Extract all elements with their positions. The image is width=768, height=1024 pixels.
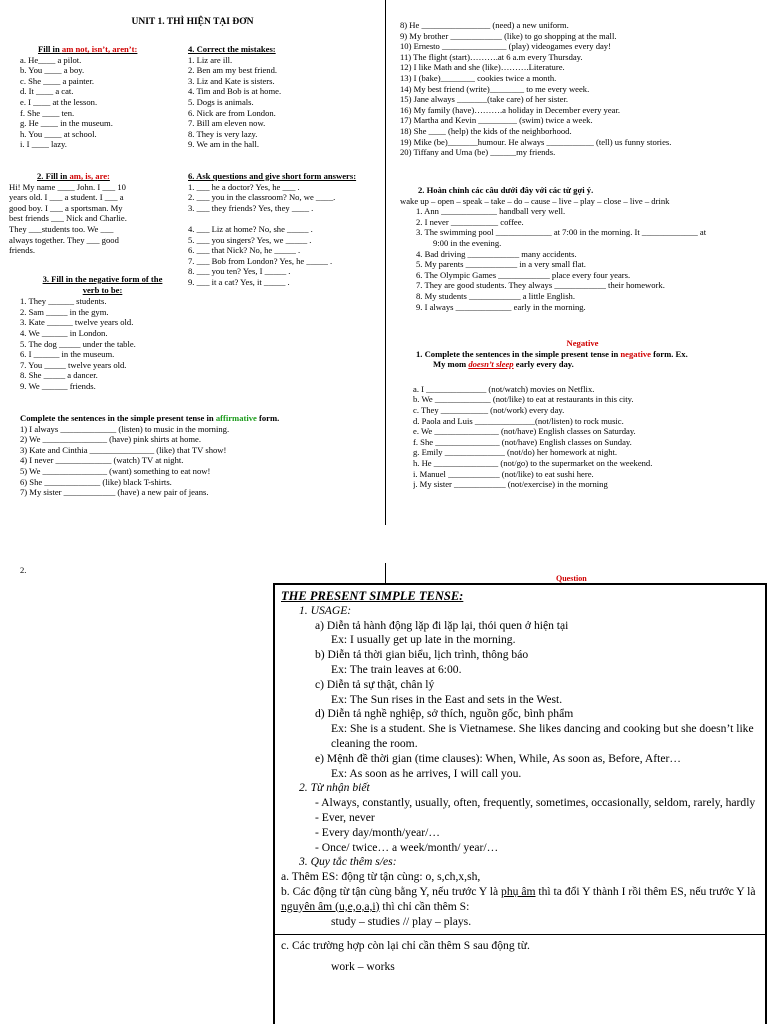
exercise-item: i. I ____ lazy. bbox=[20, 139, 67, 150]
word-bank: wake up – open – speak – take – do – cause – live – play – close – live – drink bbox=[400, 195, 670, 206]
exercise-2-title: 2. Fill in am, is, are: bbox=[37, 171, 110, 181]
exercise-1-title: Fill in am not, isn’t, aren’t: bbox=[38, 44, 138, 54]
exercise-6 bbox=[188, 171, 384, 288]
exercise-item: 1. They ______ students. bbox=[20, 296, 107, 307]
exercise-item: 2) We _______________ (have) pink shirts at home. bbox=[20, 434, 202, 445]
exercise-item: 5. The dog _____ under the table. bbox=[20, 338, 136, 349]
paragraph-line: They ___students too. We ___ bbox=[9, 223, 114, 234]
exercise-item: 6. I ______ in the museum. bbox=[20, 349, 115, 360]
exercise-item: 16) My family (have)……….a holiday in December every year. bbox=[400, 104, 621, 115]
exercise-item: 7. ___ Bob from London? Yes, he _____ . bbox=[188, 255, 333, 266]
exercise-item: 3. ___ they friends? Yes, they ____ . bbox=[188, 202, 314, 213]
usage-example: Ex: As soon as he arrives, I will call you. bbox=[331, 766, 522, 780]
exercise-item: 4. We ______ in London. bbox=[20, 327, 108, 338]
exercise-item: 9. I always _____________ early in the morning. bbox=[416, 301, 586, 312]
exercise-2 bbox=[9, 171, 187, 256]
exercise-item: 1. ___ he a doctor? Yes, he ___ . bbox=[188, 181, 300, 192]
exercise-item: c. She ____ a painter. bbox=[20, 75, 94, 86]
usage-item: b) Diễn tả thời gian biểu, lịch trình, thông báo bbox=[315, 648, 529, 662]
exercise-item: 7. You _____ twelve years old. bbox=[20, 359, 127, 370]
exercise-item: 19) Mike (be)_______humour. He always ___________ (tell) us funny stories. bbox=[400, 136, 672, 147]
exercise-item: h. He _______________ (not/go) to the supermarket on the weekend. bbox=[413, 457, 653, 468]
exercise-item: f. She ____ ten. bbox=[20, 107, 75, 118]
exercise-item: 6. The Olympic Games ____________ place every four years. bbox=[416, 269, 631, 280]
usage-item: e) Mệnh đề thời gian (time clauses): When, While, As soon as, Before, After… bbox=[315, 751, 681, 765]
exercise-item: 17) Martha and Kevin _________ (swim) twice a week. bbox=[400, 115, 593, 126]
paragraph-line: best friends ___ Nick and Charlie. bbox=[9, 213, 127, 224]
exercise-4-title: 4. Correct the mistakes: bbox=[188, 44, 276, 54]
column-divider-top bbox=[385, 0, 386, 525]
exercise-item: 9. We am in the hall. bbox=[188, 139, 259, 150]
rule-b-example: study – studies // play – plays. bbox=[331, 914, 472, 928]
exercise-item: 1. Liz are ill. bbox=[188, 54, 233, 65]
right-column-exercise bbox=[400, 20, 765, 158]
exercise-item: b. We _____________ (not/like) to eat at restaurants in this city. bbox=[413, 394, 634, 405]
recognition-item: - Once/ twice… a week/month/ year/… bbox=[315, 840, 499, 854]
theory-title: THE PRESENT SIMPLE TENSE: bbox=[281, 589, 464, 603]
exercise-item: 1) I always _____________ (listen) to music in the morning. bbox=[20, 423, 230, 434]
exercise-item: 4. ___ Liz at home? No, she _____ . bbox=[188, 223, 313, 234]
exercise-item: 8. My students ____________ a little English. bbox=[416, 290, 575, 301]
rule-b: b. Các động từ tận cùng bằng Y, nếu trước Y là phụ âm thì ta đổi Y thành I rồi thêm ES, nếu trước Y là nguyên âm (u,e,o,a,i) thì chỉ cần thêm S: bbox=[281, 884, 756, 913]
exercise-item: a. He____ a pilot. bbox=[20, 54, 82, 65]
exercise-item: 9:00 in the evening. bbox=[433, 237, 502, 248]
exercise-item: 4) I never _____________ (watch) TV at night. bbox=[20, 455, 184, 466]
exercise-item: 4. Tim and Bob is at home. bbox=[188, 86, 282, 97]
exercise-item: 3) Kate and Cinthia _______________ (like) that TV show! bbox=[20, 444, 227, 455]
exercise-item: 9) My brother ____________ (like) to go shopping at the mall. bbox=[400, 30, 617, 41]
theory-box bbox=[273, 583, 767, 1024]
exercise-item: f. She _______________ (not/have) English classes on Sunday. bbox=[413, 436, 632, 447]
page-number: 2. bbox=[20, 565, 27, 575]
usage-item: c) Diễn tả sự thật, chân lý bbox=[315, 677, 435, 691]
exercise-item: 7. They are good students. They always ____________ their homework. bbox=[416, 280, 665, 291]
exercise-item bbox=[188, 213, 384, 224]
exercise-item: 12) I like Math and she (like)……….Literature. bbox=[400, 62, 565, 73]
negative-title: 1. Complete the sentences in the simple present tense in negative form. Ex. bbox=[416, 348, 688, 359]
recognition-item: - Always, constantly, usually, often, frequently, sometimes, occasionally, seldom, rarely, hardly bbox=[315, 796, 756, 810]
exercise-item: 20) Tiffany and Uma (be) ______my friends. bbox=[400, 147, 556, 158]
rule-heading: 3. Quy tắc thêm s/es: bbox=[299, 855, 397, 869]
recognition-heading: 2. Từ nhận biết bbox=[299, 781, 370, 795]
complete-exercise-title: 2. Hoàn chỉnh các câu dưới đây với các từ gợi ý. bbox=[418, 185, 594, 195]
negative-label: Negative bbox=[566, 338, 599, 348]
paragraph-line: years old. I ___ a student. I ___ a bbox=[9, 192, 124, 203]
exercise-item: a. I ______________ (not/watch) movies on Netflix. bbox=[413, 383, 595, 394]
usage-item: a) Diễn tả hành động lặp đi lặp lại, thói quen ở hiện tại bbox=[315, 618, 569, 632]
exercise-item: 6. ___ that Nick? No, he _____ . bbox=[188, 245, 301, 256]
usage-heading: 1. USAGE: bbox=[299, 603, 352, 617]
exercise-item: e. We _______________ (not/have) English classes on Saturday. bbox=[413, 426, 636, 437]
exercise-item: 18) She ____ (help) the kids of the neighborhood. bbox=[400, 125, 572, 136]
exercise-item: 14) My best friend (write)________ to me every week. bbox=[400, 83, 590, 94]
exercise-item: 8) He ________________ (need) a new uniform. bbox=[400, 20, 569, 30]
usage-item: d) Diễn tả nghề nghiệp, sở thích, nguồn gốc, bình phẩm bbox=[315, 707, 574, 721]
exercise-item: g. He ____ in the museum. bbox=[20, 118, 113, 129]
exercise-item: 2. Ben am my best friend. bbox=[188, 65, 278, 76]
negative-example: My mom doesn’t sleep early every day. bbox=[433, 359, 574, 370]
exercise-1 bbox=[20, 44, 190, 150]
exercise-item: e. I ____ at the lesson. bbox=[20, 96, 98, 107]
exercise-item: 7. Bill am eleven now. bbox=[188, 118, 266, 129]
question-label: Question bbox=[556, 574, 587, 583]
usage-example: Ex: The Sun rises in the East and sets in the West. bbox=[331, 692, 563, 706]
exercise-item: 10) Ernesto _______________ (play) videogames every day! bbox=[400, 41, 611, 52]
negative-exercise bbox=[400, 338, 765, 490]
exercise-item: i. Manuel ____________ (not/like) to eat sushi here. bbox=[413, 468, 594, 479]
usage-example: Ex: The train leaves at 6:00. bbox=[331, 662, 462, 676]
complete-exercise bbox=[400, 185, 765, 312]
paragraph-line: good boy. I ___ a sportsman. My bbox=[9, 202, 123, 213]
exercise-item: d. It ____ a cat. bbox=[20, 86, 74, 97]
exercise-3 bbox=[20, 274, 185, 392]
exercise-item: 6) She _____________ (like) black T-shirts. bbox=[20, 476, 172, 487]
column-divider-bottom bbox=[385, 563, 386, 583]
exercise-3-title-2: verb to be: bbox=[82, 284, 123, 295]
usage-example: Ex: She is a student. She is Vietnamese. She likes dancing and cooking but she doesn’t like cleaning the room. bbox=[331, 722, 754, 750]
divider bbox=[275, 934, 765, 935]
affirmative-title: Complete the sentences in the simple present tense in affirmative form. bbox=[20, 413, 280, 423]
exercise-item: 2. Sam _____ in the gym. bbox=[20, 306, 109, 317]
exercise-4 bbox=[188, 44, 383, 150]
exercise-item: d. Paola and Luis ______________(not/listen) to rock music. bbox=[413, 415, 624, 426]
exercise-item: g. Emily ______________ (not/do) her homework at night. bbox=[413, 447, 618, 458]
exercise-item: 5. ___ you singers? Yes, we _____ . bbox=[188, 234, 312, 245]
exercise-item: 2. ___ you in the classroom? No, we ____. bbox=[188, 192, 336, 203]
exercise-item: 13) I (bake)________ cookies twice a month. bbox=[400, 72, 557, 83]
exercise-item: h. You ____ at school. bbox=[20, 128, 97, 139]
unit-title: UNIT 1. THÌ HIỆN TẠI ĐƠN bbox=[131, 17, 254, 27]
exercise-item: 9. We ______ friends. bbox=[20, 380, 96, 391]
exercise-item: 8. She _____ a dancer. bbox=[20, 370, 98, 381]
exercise-item: 2. I never ___________ coffee. bbox=[416, 216, 524, 227]
exercise-item: 1. Ann _____________ handball very well. bbox=[416, 206, 566, 217]
exercise-item: j. My sister ____________ (not/exercise) in the morning bbox=[413, 479, 608, 490]
rule-c-example: work – works bbox=[331, 960, 395, 974]
paragraph-line: always together. They ___ good bbox=[9, 234, 119, 245]
exercise-item: 11) The flight (start)……….at 6 a.m every Thursday. bbox=[400, 51, 583, 62]
exercise-item: c. They ___________ (not/work) every day. bbox=[413, 404, 565, 415]
exercise-item: 3. Kate ______ twelve years old. bbox=[20, 317, 134, 328]
paragraph-line: Hi! My name ____ John. I ___ 10 bbox=[9, 181, 126, 192]
usage-example: Ex: I usually get up late in the morning. bbox=[331, 633, 516, 647]
exercise-item: 9. ___ it a cat? Yes, it _____ . bbox=[188, 276, 290, 287]
rule-c: c. Các trường hợp còn lại chỉ cần thêm S sau động từ. bbox=[281, 939, 530, 953]
exercise-6-title: 6. Ask questions and give short form answers: bbox=[188, 171, 357, 181]
exercise-3-title-1: 3. Fill in the negative form of the bbox=[42, 274, 163, 284]
recognition-item: - Every day/month/year/… bbox=[315, 825, 440, 839]
exercise-item: 15) Jane always _______(take care) of her sister. bbox=[400, 94, 568, 105]
exercise-item: b. You ____ a boy. bbox=[20, 65, 85, 76]
exercise-item: 3. Liz and Kate is sisters. bbox=[188, 75, 275, 86]
exercise-item: 8. ___ you ten? Yes, I _____ . bbox=[188, 266, 291, 277]
exercise-item: 4. Bad driving ____________ many accidents. bbox=[416, 248, 577, 259]
exercise-item: 5) We _______________ (want) something to eat now! bbox=[20, 465, 211, 476]
exercise-item: 3. The swimming pool _____________ at 7:00 in the morning. It _____________ at bbox=[416, 227, 707, 238]
rule-a: a. Thêm ES: động từ tận cùng: o, s,ch,x,sh, bbox=[281, 870, 481, 884]
paragraph-line: friends. bbox=[9, 245, 36, 256]
exercise-item: 5. My parents ____________ in a very small flat. bbox=[416, 259, 586, 270]
exercise-item: 6. Nick are from London. bbox=[188, 107, 276, 118]
recognition-item: - Ever, never bbox=[315, 810, 375, 824]
exercise-item: 5. Dogs is animals. bbox=[188, 96, 254, 107]
affirmative-exercise bbox=[20, 413, 382, 498]
exercise-item: 7) My sister ____________ (have) a new pair of jeans. bbox=[20, 487, 209, 498]
exercise-item: 8. They is very lazy. bbox=[188, 128, 258, 139]
